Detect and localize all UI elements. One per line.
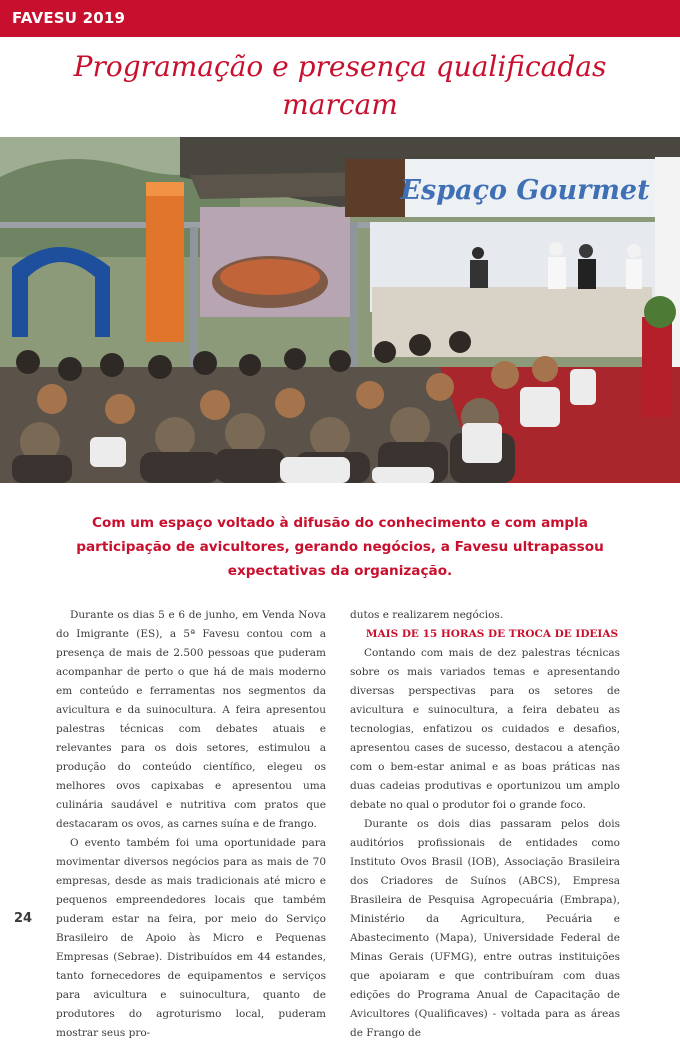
- section-label: FAVESU 2019: [12, 9, 126, 27]
- section-header-bar: [0, 0, 680, 37]
- body-paragraph: Durante os dois dias passaram pelos dois auditórios profissionais de entidades como Instituto Ovos Brasil (IOB), Associação Brasileira dos Criadores de Suínos (ABCS), Empresa Brasileira de Pesquisa Agropecuária (Embrapa), Ministério da Agricultura, Pecuária e Abastecimento (Mapa), Universidade Federal de Minas Gerais (UFMG), entre outras instituições que apoiaram e que contribuíram com duas edições do Programa Anual de Capacitação de Avicultores (Qualificaves) - voltada para as áreas de Frango de: [350, 818, 620, 1039]
- body-paragraph: O evento também foi uma oportunidade para movimentar diversos negócios para as mais de 70 empresas, desde as mais tradicionais até micro e pequenos empreendedores locais que também puderam estar na feira, por meio do Serviço Brasileiro de Apoio às Micro e Pequenas Empresas (Sebrae). Distribuídos em 44 estandes, tanto fornecedores de equipamentos e serviços para avicultura e suinocultura, quanto de produtores do agroturismo local, puderam mostrar seus pro-: [56, 837, 326, 1039]
- body-paragraph-continuation: dutos e realizarem negócios.: [350, 609, 504, 621]
- body-paragraph: Durante os dias 5 e 6 de junho, em Venda Nova do Imigrante (ES), a 5ª Favesu contou com a presença de mais de 2.500 pessoas que puderam acompanhar de perto o que há de mais moderno em conteúdo e ferramentas nos segmentos da avicultura e da suinocultura. A feira apresentou palestras técnicas com debates atuais e relevantes para os dois setores, estimulou a produção do conteúdo científico, elegeu os melhores ovos capixabas e apresentou uma culinária saudável e nutritiva com pratos que destacaram os ovos, as carnes suína e de frango.: [56, 609, 326, 830]
- article-lead: Com um espaço voltado à difusão do conhecimento e com ampla participação de avicultores, gerando negócios, a Favesu ultrapassou expectativas da organização.: [76, 515, 604, 579]
- body-column-right: [350, 606, 620, 1043]
- section-subheading: MAIS DE 15 HORAS DE TROCA DE IDEIAS: [365, 628, 619, 640]
- event-photo-illustration: [0, 137, 680, 483]
- page-number: 24: [14, 911, 33, 926]
- body-paragraph: Contando com mais de dez palestras técnicas sobre os mais variados temas e apresentando diversas perspectivas para os setores de avicultura e suinocultura, a feira debateu as tecnologias, enfatizou os cuidados e desafios, apresentou cases de sucesso, destacou a atenção com o bem-estar animal e as boas práticas nas duas cadeias produtivas e oportunizou um amplo debate no qual o produtor foi o grande foco.: [350, 647, 620, 811]
- title-line-1: Programação e presença qualificadas marcam: [73, 50, 607, 121]
- body-column-left: [56, 606, 326, 1043]
- banner-text: Espaço Gourmet: [400, 175, 650, 206]
- event-photo: [0, 137, 680, 483]
